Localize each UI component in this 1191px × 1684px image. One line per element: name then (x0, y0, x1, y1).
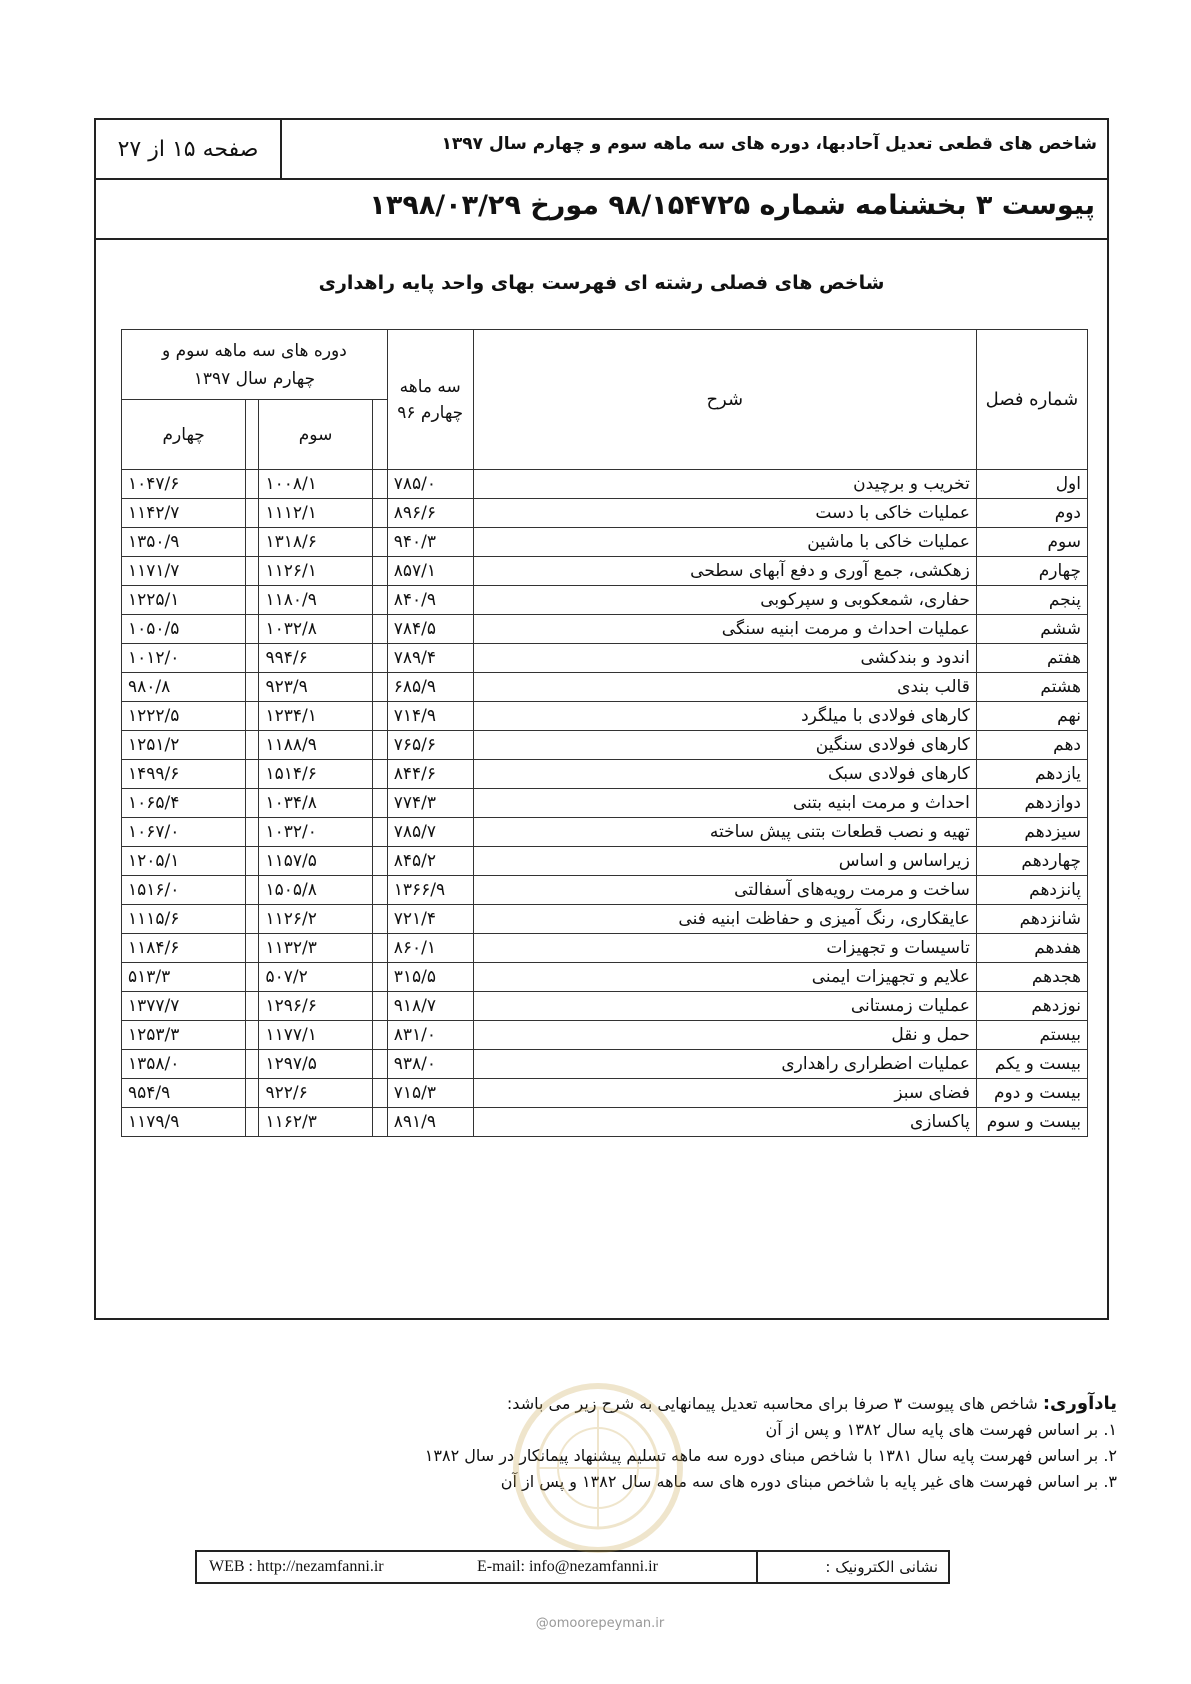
col-spacer (246, 400, 259, 470)
q3-value-cell: ۱۱۳۲/۳ (259, 934, 372, 963)
table-row (122, 557, 1088, 586)
table-row (122, 934, 1088, 963)
description-cell: عملیات خاکی با دست (473, 499, 976, 528)
base-value-cell: ۶۸۵/۹ (387, 673, 473, 702)
page-frame (94, 118, 1109, 1320)
col-header-period (122, 330, 388, 400)
base-value-cell: ۹۳۸/۰ (387, 1050, 473, 1079)
description-cell: عایقکاری، رنگ آمیزی و حفاظت ابنیه فنی (473, 905, 976, 934)
spacer-cell (246, 1050, 259, 1079)
spacer-cell (246, 1108, 259, 1137)
q4-value-cell: ۱۱۴۲/۷ (122, 499, 246, 528)
q4-value-cell: ۱۲۵۱/۲ (122, 731, 246, 760)
spacer-cell (372, 528, 387, 557)
spacer-cell (372, 789, 387, 818)
web-link[interactable]: WEB : http://nezamfanni.ir (209, 1558, 384, 1575)
table-row (122, 905, 1088, 934)
base-value-cell: ۸۴۴/۶ (387, 760, 473, 789)
q3-value-cell: ۱۱۵۷/۵ (259, 847, 372, 876)
q3-value-cell: ۱۵۱۴/۶ (259, 760, 372, 789)
notes-intro: شاخص های پیوست ۳ صرفا برای محاسبه تعدیل پیمانهایی به شرح زیر می باشد: (506, 1394, 1038, 1413)
notes-heading: یادآوری: (1042, 1393, 1117, 1414)
chapter-cell: ششم (976, 615, 1087, 644)
base-value-cell: ۸۴۵/۲ (387, 847, 473, 876)
table-row (122, 1021, 1088, 1050)
spacer-cell (372, 1108, 387, 1137)
spacer-cell (372, 557, 387, 586)
chapter-cell: دوازدهم (976, 789, 1087, 818)
base-value-cell: ۸۶۰/۱ (387, 934, 473, 963)
spacer-cell (372, 818, 387, 847)
spacer-cell (246, 615, 259, 644)
table-row (122, 963, 1088, 992)
chapter-cell: چهارم (976, 557, 1087, 586)
table-row (122, 818, 1088, 847)
table-row (122, 1108, 1088, 1137)
table-row (122, 499, 1088, 528)
q3-value-cell: ۱۱۸۰/۹ (259, 586, 372, 615)
chapter-cell: چهاردهم (976, 847, 1087, 876)
chapter-cell: هجدهم (976, 963, 1087, 992)
base-value-cell: ۷۶۵/۶ (387, 731, 473, 760)
description-cell: اندود و بندکشی (473, 644, 976, 673)
q4-value-cell: ۱۲۵۳/۳ (122, 1021, 246, 1050)
base-value-cell: ۷۸۵/۰ (387, 470, 473, 499)
spacer-cell (372, 644, 387, 673)
base-value-cell: ۱۳۶۶/۹ (387, 876, 473, 905)
base-value-cell: ۷۱۴/۹ (387, 702, 473, 731)
spacer-cell (246, 818, 259, 847)
spacer-cell (372, 702, 387, 731)
chapter-cell: پانزدهم (976, 876, 1087, 905)
q4-value-cell: ۱۱۱۵/۶ (122, 905, 246, 934)
spacer-cell (246, 963, 259, 992)
chapter-cell: پنجم (976, 586, 1087, 615)
header-row (96, 120, 1107, 180)
spacer-cell (246, 499, 259, 528)
base-value-cell: ۸۵۷/۱ (387, 557, 473, 586)
base-value-cell: ۷۱۵/۳ (387, 1079, 473, 1108)
q4-value-cell: ۱۵۱۶/۰ (122, 876, 246, 905)
q4-value-cell: ۱۳۵۰/۹ (122, 528, 246, 557)
email-link[interactable]: E-mail: info@nezamfanni.ir (477, 1558, 658, 1575)
watermark-seal-icon (508, 1378, 688, 1558)
description-cell: احداث و مرمت ابنیه بتنی (473, 789, 976, 818)
col-header-description: شرح (473, 330, 976, 470)
chapter-cell: هشتم (976, 673, 1087, 702)
description-cell: عملیات خاکی با ماشین (473, 528, 976, 557)
description-cell: کارهای فولادی سبک (473, 760, 976, 789)
note-item: ۲. بر اساس فهرست پایه سال ۱۳۸۱ با شاخص مبنای دوره سه ماهه تسلیم پیشنهاد پیمانکار در سال ۱۳۸۲ (424, 1446, 1117, 1465)
q4-value-cell: ۱۱۷۱/۷ (122, 557, 246, 586)
q4-value-cell: ۱۳۷۷/۷ (122, 992, 246, 1021)
chapter-cell: بیست و دوم (976, 1079, 1087, 1108)
table-row (122, 760, 1088, 789)
table-row (122, 731, 1088, 760)
spacer-cell (372, 992, 387, 1021)
chapter-cell: شانزدهم (976, 905, 1087, 934)
description-cell: ساخت و مرمت رویه‌های آسفالتی (473, 876, 976, 905)
spacer-cell (246, 760, 259, 789)
chapter-cell: دهم (976, 731, 1087, 760)
q4-value-cell: ۹۵۴/۹ (122, 1079, 246, 1108)
spacer-cell (246, 528, 259, 557)
q3-value-cell: ۹۲۳/۹ (259, 673, 372, 702)
spacer-cell (372, 847, 387, 876)
page-number: صفحه ۱۵ از ۲۷ (96, 120, 282, 178)
q3-value-cell: ۱۲۹۶/۶ (259, 992, 372, 1021)
table-row (122, 992, 1088, 1021)
spacer-cell (372, 586, 387, 615)
spacer-cell (372, 615, 387, 644)
spacer-cell (246, 905, 259, 934)
spacer-cell (372, 876, 387, 905)
description-cell: عملیات زمستانی (473, 992, 976, 1021)
q3-value-cell: ۱۰۳۴/۸ (259, 789, 372, 818)
base-value-cell: ۳۱۵/۵ (387, 963, 473, 992)
spacer-cell (246, 934, 259, 963)
col-header-q4: چهارم (122, 400, 246, 470)
chapter-cell: هفدهم (976, 934, 1087, 963)
chapter-cell: دوم (976, 499, 1087, 528)
q3-value-cell: ۱۰۰۸/۱ (259, 470, 372, 499)
spacer-cell (372, 673, 387, 702)
spacer-cell (246, 644, 259, 673)
description-cell: حفاری، شمعکوبی و سپرکوبی (473, 586, 976, 615)
spacer-cell (372, 905, 387, 934)
col-header-base-label: سه ماهه چهارم ۹۶ (397, 376, 464, 423)
q3-value-cell: ۱۱۶۲/۳ (259, 1108, 372, 1137)
q3-value-cell: ۹۲۲/۶ (259, 1079, 372, 1108)
spacer-cell (372, 963, 387, 992)
table-row (122, 615, 1088, 644)
chapter-cell: نهم (976, 702, 1087, 731)
description-cell: عملیات احداث و مرمت ابنیه سنگی (473, 615, 976, 644)
q4-value-cell: ۱۰۶۵/۴ (122, 789, 246, 818)
col-header-chapter: شماره فصل (976, 330, 1087, 470)
q3-value-cell: ۱۱۱۲/۱ (259, 499, 372, 528)
note-item: ۳. بر اساس فهرست های غیر پایه با شاخص مبنای دوره های سه ماهه سال ۱۳۸۲ و پس از آن (500, 1472, 1117, 1491)
watermark-text: @omoorepeyman.ir (535, 1616, 665, 1631)
chapter-cell: بیست و یکم (976, 1050, 1087, 1079)
circular-row (96, 180, 1107, 240)
base-value-cell: ۸۴۰/۹ (387, 586, 473, 615)
spacer-cell (246, 557, 259, 586)
description-cell: زیراساس و اساس (473, 847, 976, 876)
chapter-cell: بیست و سوم (976, 1108, 1087, 1137)
q4-value-cell: ۱۲۲۵/۱ (122, 586, 246, 615)
description-cell: تهیه و نصب قطعات بتنی پیش ساخته (473, 818, 976, 847)
q4-value-cell: ۵۱۳/۳ (122, 963, 246, 992)
chapter-cell: هفتم (976, 644, 1087, 673)
q3-value-cell: ۵۰۷/۲ (259, 963, 372, 992)
description-cell: زهکشی، جمع آوری و دفع آبهای سطحی (473, 557, 976, 586)
spacer-cell (246, 731, 259, 760)
q4-value-cell: ۱۰۱۲/۰ (122, 644, 246, 673)
chapter-cell: سیزدهم (976, 818, 1087, 847)
spacer-cell (246, 673, 259, 702)
spacer-cell (372, 470, 387, 499)
q3-value-cell: ۱۰۳۲/۰ (259, 818, 372, 847)
description-cell: عملیات اضطراری راهداری (473, 1050, 976, 1079)
spacer-cell (246, 992, 259, 1021)
spacer-cell (372, 1079, 387, 1108)
q4-value-cell: ۱۴۹۹/۶ (122, 760, 246, 789)
base-value-cell: ۸۳۱/۰ (387, 1021, 473, 1050)
description-cell: علایم و تجهیزات ایمنی (473, 963, 976, 992)
contact-label: نشانی الکترونیک : (756, 1552, 948, 1582)
q3-value-cell: ۱۱۷۷/۱ (259, 1021, 372, 1050)
q3-value-cell: ۱۳۱۸/۶ (259, 528, 372, 557)
note-item: ۱. بر اساس فهرست های پایه سال ۱۳۸۲ و پس از آن (765, 1420, 1117, 1439)
q4-value-cell: ۱۰۴۷/۶ (122, 470, 246, 499)
document-title: شاخص های قطعی تعدیل آحادبها، دوره های سه ماهه سوم و چهارم سال ۱۳۹۷ (441, 134, 1097, 154)
col-header-base (387, 330, 473, 470)
description-cell: پاکسازی (473, 1108, 976, 1137)
spacer-cell (246, 1079, 259, 1108)
table-row (122, 673, 1088, 702)
base-value-cell: ۸۹۱/۹ (387, 1108, 473, 1137)
spacer-cell (246, 702, 259, 731)
spacer-cell (372, 1050, 387, 1079)
q3-value-cell: ۱۵۰۵/۸ (259, 876, 372, 905)
spacer-cell (246, 847, 259, 876)
q3-value-cell: ۱۱۲۶/۱ (259, 557, 372, 586)
circular-reference: پیوست ۳ بخشنامه شماره ۹۸/۱۵۴۷۲۵ مورخ ۱۳۹۸/۰۳/۲۹ (369, 190, 1095, 221)
q4-value-cell: ۱۱۷۹/۹ (122, 1108, 246, 1137)
q3-value-cell: ۱۱۸۸/۹ (259, 731, 372, 760)
description-cell: کارهای فولادی سنگین (473, 731, 976, 760)
q4-value-cell: ۱۱۸۴/۶ (122, 934, 246, 963)
q3-value-cell: ۱۱۲۶/۲ (259, 905, 372, 934)
spacer-cell (246, 1021, 259, 1050)
base-value-cell: ۷۸۵/۷ (387, 818, 473, 847)
base-value-cell: ۷۸۹/۴ (387, 644, 473, 673)
section-title: شاخص های فصلی رشته ای فهرست بهای واحد پایه راهداری (318, 272, 885, 294)
col-header-period-label: دوره های سه ماهه سوم و چهارم سال ۱۳۹۷ (161, 340, 347, 389)
q3-value-cell: ۱۲۳۴/۱ (259, 702, 372, 731)
table-row (122, 1050, 1088, 1079)
chapter-cell: نوزدهم (976, 992, 1087, 1021)
table-row (122, 586, 1088, 615)
base-value-cell: ۷۷۴/۳ (387, 789, 473, 818)
table-row (122, 789, 1088, 818)
table-row (122, 702, 1088, 731)
spacer-cell (246, 586, 259, 615)
q3-value-cell: ۱۰۳۲/۸ (259, 615, 372, 644)
q4-value-cell: ۱۲۲۲/۵ (122, 702, 246, 731)
spacer-cell (372, 731, 387, 760)
description-cell: حمل و نقل (473, 1021, 976, 1050)
spacer-cell (372, 760, 387, 789)
spacer-cell (372, 499, 387, 528)
col-header-q3: سوم (259, 400, 372, 470)
index-table (121, 329, 1088, 1137)
q4-value-cell: ۱۲۰۵/۱ (122, 847, 246, 876)
description-cell: تخریب و برچیدن (473, 470, 976, 499)
chapter-cell: یازدهم (976, 760, 1087, 789)
chapter-cell: بیستم (976, 1021, 1087, 1050)
q3-value-cell: ۹۹۴/۶ (259, 644, 372, 673)
table-row (122, 528, 1088, 557)
q4-value-cell: ۱۰۵۰/۵ (122, 615, 246, 644)
chapter-cell: اول (976, 470, 1087, 499)
q3-value-cell: ۱۲۹۷/۵ (259, 1050, 372, 1079)
q4-value-cell: ۱۳۵۸/۰ (122, 1050, 246, 1079)
spacer-cell (372, 934, 387, 963)
table-row (122, 644, 1088, 673)
description-cell: قالب بندی (473, 673, 976, 702)
q4-value-cell: ۱۰۶۷/۰ (122, 818, 246, 847)
table-row (122, 876, 1088, 905)
spacer-cell (372, 1021, 387, 1050)
description-cell: تاسیسات و تجهیزات (473, 934, 976, 963)
spacer-cell (246, 470, 259, 499)
table-row (122, 847, 1088, 876)
base-value-cell: ۸۹۶/۶ (387, 499, 473, 528)
table-row (122, 1079, 1088, 1108)
spacer-cell (246, 789, 259, 818)
q4-value-cell: ۹۸۰/۸ (122, 673, 246, 702)
description-cell: کارهای فولادی با میلگرد (473, 702, 976, 731)
table-row (122, 470, 1088, 499)
col-spacer (372, 400, 387, 470)
base-value-cell: ۷۸۴/۵ (387, 615, 473, 644)
base-value-cell: ۷۲۱/۴ (387, 905, 473, 934)
base-value-cell: ۹۴۰/۳ (387, 528, 473, 557)
chapter-cell: سوم (976, 528, 1087, 557)
spacer-cell (246, 876, 259, 905)
base-value-cell: ۹۱۸/۷ (387, 992, 473, 1021)
description-cell: فضای سبز (473, 1079, 976, 1108)
